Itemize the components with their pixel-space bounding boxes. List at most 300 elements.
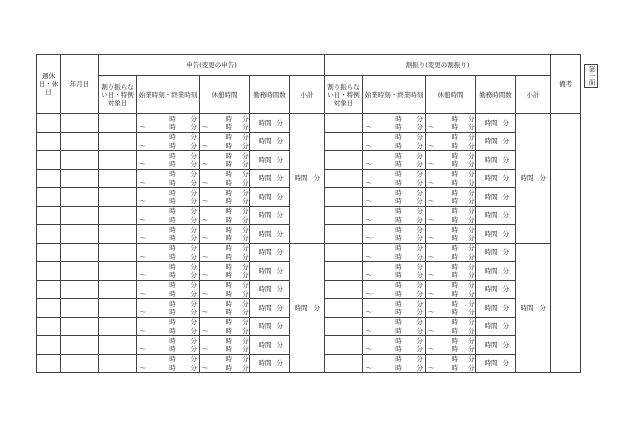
report-break-cell[interactable] [200,336,250,355]
report-work-hours-cell[interactable] [250,336,290,355]
report-break-cell[interactable] [200,243,250,262]
hour-unit: 時 [451,215,458,224]
hour-unit: 時 [395,114,402,123]
report-excluded-day-cell[interactable] [99,243,137,262]
hours-unit: 時間 [258,155,272,164]
report-excluded-day-cell[interactable] [99,151,137,170]
hour-unit: 時 [225,308,232,316]
report-work-hours-cell[interactable] [250,114,290,133]
date-cell[interactable] [61,262,99,281]
hour-unit: 時 [395,252,402,261]
hour-unit: 時 [395,225,402,234]
minute-unit: 分 [276,248,283,257]
report-break-cell[interactable] [200,354,250,373]
minute-unit: 分 [416,207,423,215]
report-excluded-day-cell[interactable] [99,188,137,207]
report-start-end-cell[interactable] [137,243,200,262]
report-start-end-cell[interactable] [137,280,200,299]
assign-work-hours-cell[interactable] [476,243,516,262]
hour-unit: 時 [451,188,458,197]
report-start-end-cell[interactable] [137,299,200,318]
assign-start-end-cell[interactable] [363,262,426,281]
header-assign-subtotal: 小計 [516,76,551,114]
tilde-sep: ～ [365,363,372,372]
hour-unit: 時 [395,308,402,316]
assign-start-end-cell[interactable] [363,317,426,336]
report-work-hours-cell[interactable] [250,354,290,373]
assign-start-end-cell[interactable] [363,132,426,151]
assign-work-hours-cell[interactable] [476,114,516,133]
report-work-hours-cell[interactable] [250,225,290,244]
minute-unit: 分 [190,308,197,316]
holiday-cell[interactable] [37,336,61,355]
hours-unit: 時間 [258,322,272,331]
tilde-sep: ～ [427,326,435,335]
date-cell[interactable] [61,299,99,318]
report-work-hours-cell[interactable] [250,299,290,318]
minute-unit: 分 [502,118,509,127]
minute-unit: 分 [416,234,423,242]
holiday-cell[interactable] [37,280,61,299]
assign-start-end-cell[interactable] [363,206,426,225]
assign-work-hours-cell[interactable] [476,188,516,207]
tilde-sep: ～ [365,160,372,168]
date-cell[interactable] [61,354,99,373]
assign-excluded-day-cell[interactable] [325,206,363,225]
assign-start-end-cell[interactable] [363,169,426,188]
report-work-hours-cell[interactable] [250,132,290,151]
minute-unit: 分 [242,215,249,224]
holiday-cell[interactable] [37,317,61,336]
minute-unit: 分 [276,359,283,368]
hour-unit: 時 [451,336,458,345]
minute-unit: 分 [276,229,283,238]
minute-unit: 分 [468,252,475,261]
minute-unit: 分 [468,114,475,123]
hour-unit: 時 [169,281,176,289]
minute-unit: 分 [190,355,197,363]
date-cell[interactable] [61,225,99,244]
tilde-sep: ～ [427,289,435,298]
minute-unit: 分 [242,160,249,168]
assign-work-hours-cell[interactable] [476,262,516,281]
minute-unit: 分 [468,160,475,168]
minute-unit: 分 [190,141,197,150]
hours-unit: 時間 [484,266,498,275]
tilde-sep: ～ [201,345,209,353]
hour-unit: 時 [225,133,232,141]
minute-unit: 分 [276,322,283,331]
report-excluded-day-cell[interactable] [99,317,137,336]
report-work-hours-cell[interactable] [250,243,290,262]
minute-unit: 分 [468,188,475,197]
minute-unit: 分 [190,188,197,197]
minute-unit: 分 [468,197,475,205]
minute-unit: 分 [539,174,546,183]
header-date: 年月日 [61,55,99,114]
assign-break-cell[interactable] [426,317,476,336]
report-work-hours-cell[interactable] [250,262,290,281]
assign-start-end-cell[interactable] [363,354,426,373]
assign-break-cell[interactable] [426,206,476,225]
minute-unit: 分 [468,326,475,335]
report-excluded-day-cell[interactable] [99,225,137,244]
report-break-cell[interactable] [200,280,250,299]
report-excluded-day-cell[interactable] [99,262,137,281]
assign-start-end-cell[interactable] [363,188,426,207]
report-start-end-cell[interactable] [137,188,200,207]
minute-unit: 分 [190,318,197,326]
minute-unit: 分 [242,234,249,242]
minute-unit: 分 [468,355,475,363]
report-subtotal-cell[interactable] [290,114,325,244]
hours-unit: 時間 [520,174,534,183]
hour-unit: 時 [225,262,232,271]
report-work-hours-cell[interactable] [250,206,290,225]
report-start-end-cell[interactable] [137,132,200,151]
assign-break-cell[interactable] [426,262,476,281]
assign-excluded-day-cell[interactable] [325,169,363,188]
tilde-sep: ～ [427,123,435,131]
assign-excluded-day-cell[interactable] [325,299,363,318]
header-start-end: 始業時刻・終業時刻 [137,76,200,114]
assign-work-hours-cell[interactable] [476,206,516,225]
report-start-end-cell[interactable] [137,354,200,373]
hour-unit: 時 [395,345,402,353]
minute-unit: 分 [502,229,509,238]
date-cell[interactable] [61,243,99,262]
report-start-end-cell[interactable] [137,336,200,355]
hour-unit: 時 [225,326,232,335]
assign-subtotal-cell[interactable] [516,114,551,244]
minute-unit: 分 [242,123,249,131]
assign-excluded-day-cell[interactable] [325,354,363,373]
minute-unit: 分 [190,160,197,168]
minute-unit: 分 [242,326,249,335]
hours-unit: 時間 [258,303,272,312]
report-start-end-cell[interactable] [137,262,200,281]
tilde-sep: ～ [139,141,146,150]
holiday-cell[interactable] [37,299,61,318]
report-work-hours-cell[interactable] [250,280,290,299]
minute-unit: 分 [242,289,249,298]
report-break-cell[interactable] [200,299,250,318]
report-start-end-cell[interactable] [137,206,200,225]
minute-unit: 分 [276,192,283,201]
assign-work-hours-cell[interactable] [476,151,516,170]
report-break-cell[interactable] [200,169,250,188]
hours-unit: 時間 [484,118,498,127]
report-work-hours-cell[interactable] [250,151,290,170]
hours-unit: 時間 [258,266,272,275]
report-excluded-day-cell[interactable] [99,114,137,133]
minute-unit: 分 [468,336,475,345]
holiday-cell[interactable] [37,243,61,262]
report-start-end-cell[interactable] [137,317,200,336]
hours-unit: 時間 [294,174,308,183]
assign-work-hours-cell[interactable] [476,317,516,336]
report-break-cell[interactable] [200,188,250,207]
minute-unit: 分 [416,244,423,252]
tilde-sep: ～ [365,326,372,335]
assign-work-hours-cell[interactable] [476,354,516,373]
hour-unit: 時 [169,170,176,178]
hours-unit: 時間 [484,359,498,368]
holiday-cell[interactable] [37,354,61,373]
tilde-sep: ～ [201,178,209,187]
header-report-group: 申告(変更の申告) [99,55,325,76]
hour-unit: 時 [169,207,176,215]
holiday-cell[interactable] [37,114,61,133]
tilde-sep: ～ [139,178,146,187]
hour-unit: 時 [451,160,458,168]
assign-work-hours-cell[interactable] [476,169,516,188]
holiday-cell[interactable] [37,206,61,225]
report-break-cell[interactable] [200,132,250,151]
hour-unit: 時 [395,170,402,178]
minute-unit: 分 [190,207,197,215]
hour-unit: 時 [225,318,232,326]
date-cell[interactable] [61,188,99,207]
minute-unit: 分 [276,174,283,183]
hour-unit: 時 [395,289,402,298]
assign-break-cell[interactable] [426,299,476,318]
hour-unit: 時 [395,244,402,252]
assign-break-cell[interactable] [426,188,476,207]
assign-break-cell[interactable] [426,114,476,133]
holiday-cell[interactable] [37,188,61,207]
hour-unit: 時 [451,252,458,261]
tilde-sep: ～ [365,289,372,298]
report-break-cell[interactable] [200,206,250,225]
minute-unit: 分 [242,225,249,234]
minute-unit: 分 [468,133,475,141]
assign-excluded-day-cell[interactable] [325,114,363,133]
assign-excluded-day-cell[interactable] [325,280,363,299]
holiday-cell[interactable] [37,151,61,170]
tilde-sep: ～ [365,234,372,242]
hour-unit: 時 [451,318,458,326]
hour-unit: 時 [225,345,232,353]
hour-unit: 時 [225,197,232,205]
assign-excluded-day-cell[interactable] [325,151,363,170]
assign-start-end-cell[interactable] [363,151,426,170]
hour-unit: 時 [451,281,458,289]
date-cell[interactable] [61,206,99,225]
assign-break-cell[interactable] [426,225,476,244]
report-excluded-day-cell[interactable] [99,169,137,188]
minute-unit: 分 [190,289,197,298]
minute-unit: 分 [276,266,283,275]
minute-unit: 分 [468,308,475,316]
report-work-hours-cell[interactable] [250,169,290,188]
date-cell[interactable] [61,151,99,170]
hour-unit: 時 [395,207,402,215]
report-excluded-day-cell[interactable] [99,132,137,151]
report-start-end-cell[interactable] [137,114,200,133]
date-cell[interactable] [61,280,99,299]
assign-break-cell[interactable] [426,169,476,188]
hour-unit: 時 [451,345,458,353]
hour-unit: 時 [395,318,402,326]
assign-work-hours-cell[interactable] [476,280,516,299]
minute-unit: 分 [416,151,423,160]
minute-unit: 分 [416,271,423,279]
report-excluded-day-cell[interactable] [99,206,137,225]
assign-break-cell[interactable] [426,132,476,151]
minute-unit: 分 [190,244,197,252]
holiday-cell[interactable] [37,225,61,244]
assign-break-cell[interactable] [426,336,476,355]
assign-work-hours-cell[interactable] [476,336,516,355]
hours-unit: 時間 [484,137,498,146]
assign-work-hours-cell[interactable] [476,299,516,318]
hour-unit: 時 [225,141,232,150]
report-excluded-day-cell[interactable] [99,336,137,355]
hours-unit: 時間 [484,174,498,183]
assign-subtotal-cell[interactable] [516,243,551,373]
assign-excluded-day-cell[interactable] [325,262,363,281]
report-excluded-day-cell[interactable] [99,354,137,373]
report-start-end-cell[interactable] [137,151,200,170]
hour-unit: 時 [225,289,232,298]
holiday-cell[interactable] [37,262,61,281]
minute-unit: 分 [468,363,475,372]
hours-unit: 時間 [258,137,272,146]
minute-unit: 分 [242,281,249,289]
hour-unit: 時 [225,215,232,224]
minute-unit: 分 [190,215,197,224]
minute-unit: 分 [190,178,197,187]
minute-unit: 分 [468,271,475,279]
assign-start-end-cell[interactable] [363,225,426,244]
tilde-sep: ～ [427,345,435,353]
minute-unit: 分 [416,281,423,289]
page-mark: 第一面 [584,64,598,88]
assign-work-hours-cell[interactable] [476,132,516,151]
tilde-sep: ～ [201,234,209,242]
assign-start-end-cell[interactable] [363,280,426,299]
minute-unit: 分 [468,281,475,289]
tilde-sep: ～ [365,197,372,205]
hours-unit: 時間 [258,285,272,294]
assign-start-end-cell[interactable] [363,243,426,262]
hours-unit: 時間 [484,322,498,331]
report-excluded-day-cell[interactable] [99,280,137,299]
assign-break-cell[interactable] [426,151,476,170]
assign-start-end-cell[interactable] [363,114,426,133]
report-work-hours-cell[interactable] [250,317,290,336]
hour-unit: 時 [225,363,232,372]
hour-unit: 時 [451,151,458,160]
remarks-cell[interactable] [551,114,581,373]
minute-unit: 分 [416,308,423,316]
holiday-cell[interactable] [37,132,61,151]
date-cell[interactable] [61,336,99,355]
minute-unit: 分 [276,137,283,146]
minute-unit: 分 [468,225,475,234]
tilde-sep: ～ [427,252,435,261]
tilde-sep: ～ [427,178,435,187]
hour-unit: 時 [169,308,176,316]
report-break-cell[interactable] [200,114,250,133]
hours-unit: 時間 [258,211,272,220]
date-cell[interactable] [61,114,99,133]
assign-excluded-day-cell[interactable] [325,336,363,355]
minute-unit: 分 [276,285,283,294]
hour-unit: 時 [225,225,232,234]
assign-excluded-day-cell[interactable] [325,188,363,207]
assign-excluded-day-cell[interactable] [325,317,363,336]
minute-unit: 分 [242,151,249,160]
minute-unit: 分 [502,303,509,312]
minute-unit: 分 [416,141,423,150]
report-break-cell[interactable] [200,151,250,170]
header-work-hours: 勤務時間数 [250,76,290,114]
report-start-end-cell[interactable] [137,169,200,188]
assign-break-cell[interactable] [426,354,476,373]
holiday-cell[interactable] [37,169,61,188]
date-cell[interactable] [61,132,99,151]
assign-excluded-day-cell[interactable] [325,243,363,262]
hour-unit: 時 [169,197,176,205]
tilde-sep: ～ [201,363,209,372]
minute-unit: 分 [416,215,423,224]
report-excluded-day-cell[interactable] [99,299,137,318]
hours-unit: 時間 [484,155,498,164]
assign-work-hours-cell[interactable] [476,225,516,244]
minute-unit: 分 [502,266,509,275]
tilde-sep: ～ [427,215,435,224]
assign-start-end-cell[interactable] [363,299,426,318]
report-break-cell[interactable] [200,262,250,281]
hour-unit: 時 [225,151,232,160]
assign-break-cell[interactable] [426,280,476,299]
assign-break-cell[interactable] [426,243,476,262]
report-break-cell[interactable] [200,317,250,336]
tilde-sep: ～ [139,308,146,316]
tilde-sep: ～ [139,252,146,261]
hour-unit: 時 [225,234,232,242]
report-break-cell[interactable] [200,225,250,244]
minute-unit: 分 [276,340,283,349]
minute-unit: 分 [468,244,475,252]
hour-unit: 時 [169,252,176,261]
date-cell[interactable] [61,317,99,336]
hour-unit: 時 [169,244,176,252]
minute-unit: 分 [190,271,197,279]
hour-unit: 時 [451,326,458,335]
date-cell[interactable] [61,169,99,188]
minute-unit: 分 [416,363,423,372]
assign-start-end-cell[interactable] [363,336,426,355]
hour-unit: 時 [169,318,176,326]
header-assign-group: 割振り(変更の割振り) [325,55,551,76]
minute-unit: 分 [276,118,283,127]
hours-unit: 時間 [258,118,272,127]
report-work-hours-cell[interactable] [250,188,290,207]
hour-unit: 時 [451,289,458,298]
report-subtotal-cell[interactable] [290,243,325,373]
hour-unit: 時 [395,234,402,242]
tilde-sep: ～ [365,141,372,150]
minute-unit: 分 [416,178,423,187]
minute-unit: 分 [502,192,509,201]
tilde-sep: ～ [139,271,146,279]
assign-excluded-day-cell[interactable] [325,225,363,244]
assign-excluded-day-cell[interactable] [325,132,363,151]
report-start-end-cell[interactable] [137,225,200,244]
